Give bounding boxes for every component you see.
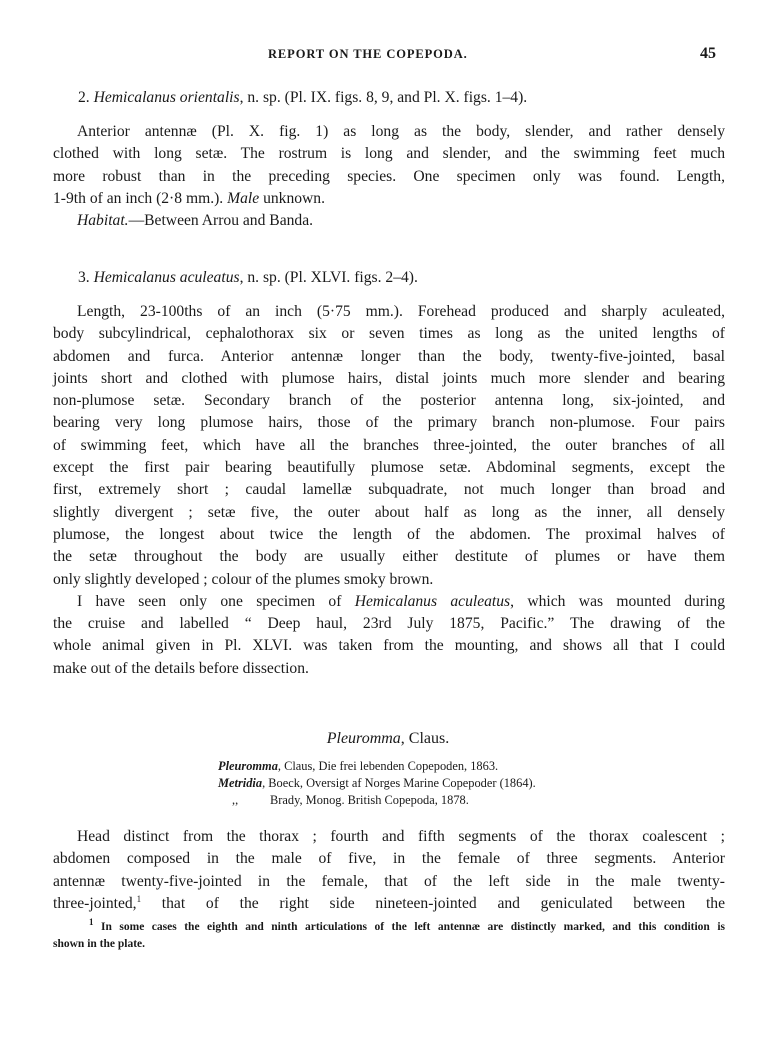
pleuromma-line: abdomen composed in the male of five, in the female of three segments. Anterior <box>53 850 725 868</box>
pleuromma-line-a: three-jointed, <box>53 894 137 912</box>
habitat-text: —Between Arrou and Banda. <box>128 212 314 230</box>
species3-line: first, extremely short ; caudal lamellæ subquadrate, not much longer than broad and <box>53 481 725 499</box>
pleuromma-line: Head distinct from the thorax ; fourth and fifth segments of the thorax coalescent ; <box>77 828 725 845</box>
reference-item <box>218 792 536 809</box>
species2-line: clothed with long setæ. The rostrum is long and slender, and the swimming feet much <box>53 145 725 163</box>
species3-line: bearing very long plumose hairs, those of the primary branch non-plumose. Four pairs <box>53 414 725 432</box>
species3-line: slightly divergent ; setæ five, the outer about half as long as the inner, all densely <box>53 503 725 521</box>
species3-line: of swimming feet, which have all the branches three-jointed, the outer branches of all <box>53 436 725 454</box>
species3-line: except the first pair bearing beautifully plumose setæ. Abdominal segments, except the <box>53 459 725 477</box>
para2-species-name: Hemicalanus aculeatus <box>354 592 511 610</box>
reference-item <box>218 775 536 792</box>
species3-line: Length, 23-100ths of an inch (5·75 mm.). Forehead produced and sharply aculeated, <box>77 303 725 320</box>
species2-line: 1-9th of an inch (2·8 mm.). <box>53 189 224 207</box>
species3-heading <box>78 269 418 287</box>
species3-line: the setæ throughout the body are usually either destitute of plumes or have them <box>53 548 725 566</box>
species3-number: 3. <box>78 269 90 286</box>
synonymy-references <box>218 758 536 809</box>
species3-heading-rest: , n. sp. (Pl. XLVI. figs. 2–4). <box>239 269 418 286</box>
species2-name: Hemicalanus orientalis <box>93 89 240 106</box>
running-head-title: REPORT ON THE COPEPODA. <box>268 47 468 61</box>
reference-name: Pleuromma <box>218 759 278 773</box>
genus-heading <box>0 730 776 748</box>
species2-heading-rest: , n. sp. (Pl. IX. figs. 8, 9, and Pl. X. figs. 1–4). <box>239 89 528 106</box>
pleuromma-line-last <box>53 893 725 915</box>
footnote-line: shown in the plate. <box>53 938 146 950</box>
habitat-label: Habitat. <box>77 212 129 230</box>
reference-name: Metridia <box>218 776 263 790</box>
species2-line-last <box>53 188 725 210</box>
reference-item <box>218 758 536 775</box>
species3-line: plumose, the longest about twice the length of the abdomen. The proximal halves of <box>53 525 725 543</box>
pleuromma-line: antennæ twenty-five-jointed in the female, that of the left side in the male twenty- <box>53 872 725 890</box>
species3-line: only slightly developed ; colour of the plumes smoky brown. <box>53 570 434 588</box>
genus-name: Pleuromma <box>326 730 401 747</box>
species2-line: more robust than in the preceding species. One specimen only was found. Length, <box>53 167 725 185</box>
male-label: Male <box>227 189 260 207</box>
species3-line: non-plumose setæ. Secondary branch of the posterior antenna long, six-jointed, and <box>53 392 725 410</box>
ditto-mark: ,, <box>232 793 239 807</box>
species3-name: Hemicalanus aculeatus <box>93 269 240 286</box>
species2-heading <box>78 89 527 107</box>
running-head <box>0 45 776 67</box>
footnote-reference: 1 <box>136 893 142 904</box>
reference-text: , Boeck, Oversigt af Norges Marine Copepoder (1864). <box>262 776 536 790</box>
species3-description <box>53 301 725 680</box>
species3-line: abdomen and furca. Anterior antennæ longer than the body, twenty-five-jointed, basal <box>53 347 725 365</box>
species3-para2-line: the cruise and labelled “ Deep haul, 23rd July 1875, Pacific.” The drawing of the <box>53 615 725 633</box>
species2-number: 2. <box>78 89 90 106</box>
species2-habitat <box>53 210 725 232</box>
footnote-mark: 1 <box>89 917 94 928</box>
genus-author: , Claus. <box>400 730 450 747</box>
male-text: unknown. <box>263 189 326 207</box>
species2-description <box>53 121 725 232</box>
reference-text: Brady, Monog. British Copepoda, 1878. <box>270 793 469 807</box>
species3-para2-line: make out of the details before dissection. <box>53 659 309 677</box>
para2-after: , which was mounted during <box>510 592 725 610</box>
species3-para2-line: whole animal given in Pl. XLVI. was taken from the mounting, and shows all that I could <box>53 637 725 655</box>
pleuromma-description <box>53 826 725 915</box>
species3-para2-first <box>53 591 725 613</box>
species3-line: body subcylindrical, cephalothorax six or seven times as long as the united lengths of <box>53 325 725 343</box>
species2-line: Anterior antennæ (Pl. X. fig. 1) as long as the body, slender, and rather densely <box>77 123 725 140</box>
species3-line: joints short and clothed with plumose hairs, distal joints much more slender and bearing <box>53 369 725 387</box>
reference-text: , Claus, Die frei lebenden Copepoden, 1863. <box>277 759 499 773</box>
footnote <box>53 919 725 953</box>
page-number: 45 <box>700 45 716 62</box>
footnote-text: In some cases the eighth and ninth articulations of the left antennæ are distinctly marked, and this condition is <box>101 921 726 933</box>
footnote-line <box>53 919 725 936</box>
pleuromma-line-b: that of the right side nineteen-jointed and geniculated between the <box>141 894 725 912</box>
para2-start: I have seen only one specimen of <box>77 592 342 610</box>
